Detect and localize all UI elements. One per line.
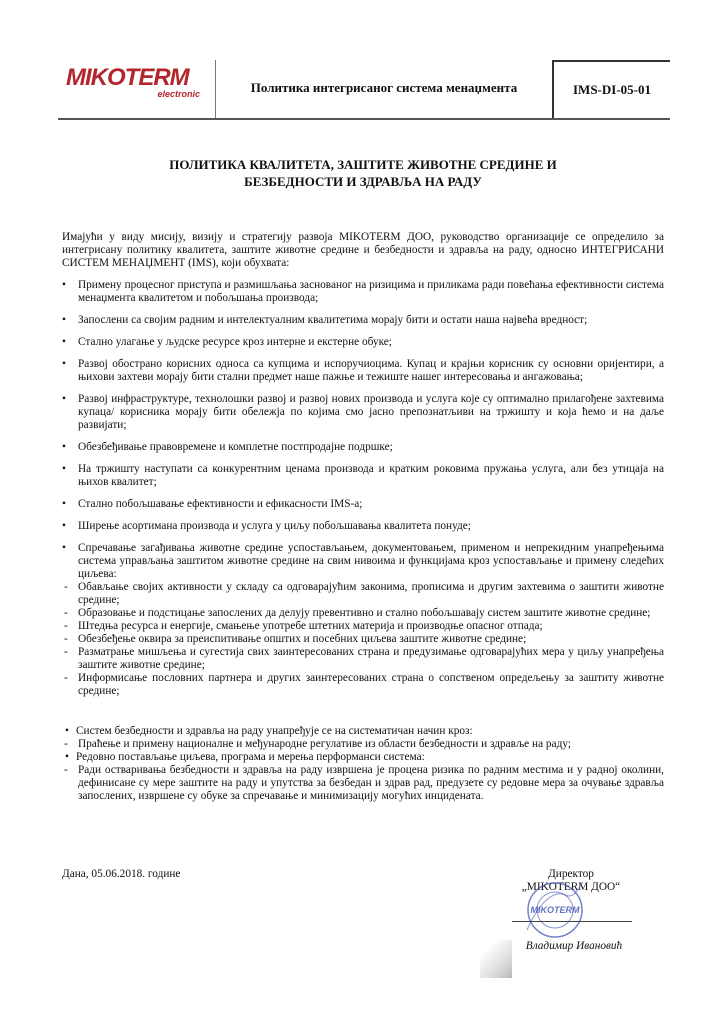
svg-text:MIKOTERM: MIKOTERM <box>530 905 580 915</box>
company-name: „MIKOTERM ДОО“ <box>521 881 621 893</box>
document-title <box>62 156 664 190</box>
list-item: • Спречавање загађивања животне средине успостављањем, документовањем, применом и непрекидним унапређењима система управљања заштитом животне средине на свим нивоима и функцијама кроз успостављање и примену следећих циљева: <box>62 542 664 581</box>
signer-title: Директор <box>548 868 594 880</box>
sub-list-item: - Разматрање мишљења и сугестија свих заинтересованих страна и предузимање одговарајућих мера у циљу унапређења заштите животне средине; <box>62 646 664 672</box>
company-logo <box>66 66 206 102</box>
intro-paragraph: Имајући у виду мисију, визију и стратегију развоја MIKOTERM ДОО, руководство организације се определило за интегрисану политику квалитета, заштите животне средине и безбедности и здравља на раду, односно ИНТЕГРИСАНИ СИСТЕМ МЕНАЏМЕНТ (IMS), који обухвата: <box>62 231 664 269</box>
list-item: • Развој инфраструктуре, технолошки развој и развој нових производа и услуга које су оптимално прилагођене захтевима купаца/ корисника морају бити обележја по којима смо јасно препознатљиви на тржишту и која ћемо и на даље развијати; <box>62 393 664 432</box>
sub-list-item: - Информисање пословних партнера и других заинтересованих страна о сопственом опредељењу за заштиту животне средине; <box>62 672 664 698</box>
list-item: • Редовно постављање циљева, програма и мерења перформанси система: <box>62 751 664 764</box>
scan-artifact <box>480 940 512 978</box>
sub-list-item: - Обезбеђење оквира за преиспитивање општих и посебних циљева заштите животне средине; <box>62 633 664 646</box>
sub-list-item: - Праћење и примену националне и међународне регулативе из области безбедности и здравље на раду; <box>62 738 664 751</box>
title-line: БЕЗБЕДНОСТИ И ЗДРАВЉА НА РАДУ <box>244 174 482 189</box>
signature-line <box>512 921 632 922</box>
date: Дана, 05.06.2018. године <box>62 868 181 880</box>
list-item: • Стално улагање у људске ресурсе кроз интерне и екстерне обуке; <box>62 336 664 349</box>
list-item: • Развој обострано корисних односа са купцима и испоручиоцима. Купац и крајњи корисник су основни оријентири, а њихови захтеви морају бити стални предмет наше пажње и тежиште нашег интересовања и ангажовања; <box>62 358 664 384</box>
document-code: IMS-DI-05-01 <box>552 60 670 118</box>
stamp-icon <box>525 880 585 940</box>
list-item: • На тржишту наступати са конкурентним ценама производа и кратким роковима пружања услуга, али без утицаја на њихов квалитет; <box>62 463 664 489</box>
list-item: • Стално побољшавање ефективности и ефикасности IMS-a; <box>62 498 664 511</box>
list-item: • Обезбеђивање правовремене и комплетне постпродајне подршке; <box>62 441 664 454</box>
sub-list-item: - Штедња ресурса и енергије, смањење употребе штетних материја и производње опасног отпада; <box>62 620 664 633</box>
header-rule <box>58 118 670 120</box>
document-body <box>62 231 664 803</box>
logo-sub: electronic <box>157 89 200 99</box>
title-line: ПОЛИТИКА КВАЛИТЕТА, ЗАШТИТЕ ЖИВОТНЕ СРЕДИНЕ И <box>169 157 557 172</box>
list-item: • Систем безбедности и здравља на раду унапређује се на систематичан начин кроз: <box>62 725 664 738</box>
list-item: • Ширење асортимана производа и услуга у циљу побољшавања квалитета понуде; <box>62 520 664 533</box>
signer-name: Владимир Ивановић <box>525 940 623 952</box>
logo-main: MIKOTERM <box>66 64 189 91</box>
list-item: • Запослени са својим радним и интелектуалним квалитетима морају бити и остати наша највећа вредност; <box>62 314 664 327</box>
sub-list-item: - Ради остваривања безбедности и здравља на раду извршена је процена ризика по радним местима и у радној околини, дефинисане су мере заштите на раду и упутства за безбедан и здрав рад, предузете су редовне мера за очување здравља запослених, извршене су обуке за спречавање и минимизацију могућих инцидената. <box>62 764 664 803</box>
header-title: Политика интегрисаног система менаџмента <box>250 80 518 95</box>
sub-list-item: - Обављање својих активности у складу са одговарајућим законима, прописима и другим захтевима о заштити животне средине; <box>62 581 664 607</box>
list-item: • Примену процесног приступа и размишљања заснованог на ризицима и приликама ради повећања ефективности система менаџмента квалитетом и побољшања производа; <box>62 279 664 305</box>
sub-list-item: - Образовање и подстицање запослених да делују превентивно и стално побољшавају систем заштите животне средине; <box>62 607 664 620</box>
